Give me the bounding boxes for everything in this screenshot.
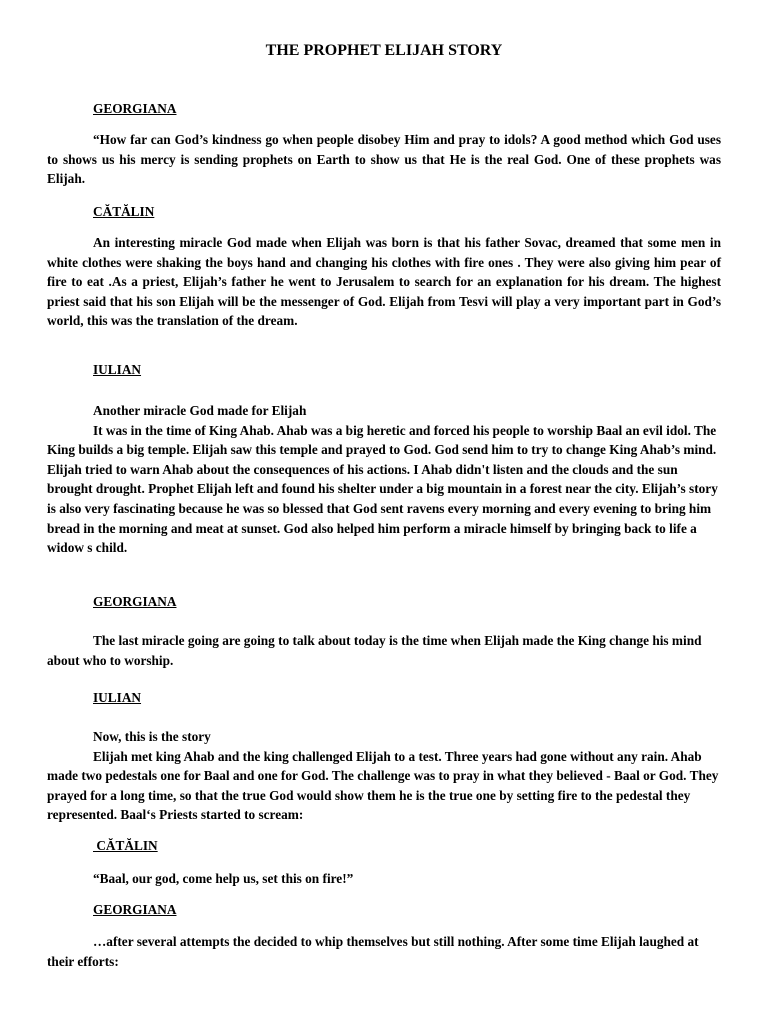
paragraph bbox=[47, 869, 721, 889]
paragraph bbox=[47, 130, 721, 189]
paragraph-text: Another miracle God made for Elijah bbox=[93, 403, 307, 418]
paragraph-text: The last miracle going are going to talk about today is the time when Elijah made the King change his mind about who to worship. bbox=[47, 633, 702, 668]
speaker-label: CĂTĂLIN bbox=[93, 204, 155, 219]
paragraph bbox=[47, 727, 721, 825]
paragraph-text: Now, this is the story bbox=[93, 729, 211, 744]
speaker-label: GEORGIANA bbox=[93, 902, 177, 917]
speaker-label: GEORGIANA bbox=[93, 101, 177, 116]
speaker-label: CĂTĂLIN bbox=[93, 838, 158, 853]
paragraph bbox=[47, 401, 721, 558]
paragraph bbox=[47, 932, 721, 971]
paragraph bbox=[47, 233, 721, 331]
paragraph-text: …after several attempts the decided to whip themselves but still nothing. After some time Elijah laughed at their efforts: bbox=[47, 934, 699, 969]
speaker-label: IULIAN bbox=[93, 362, 142, 377]
paragraph-text: “Baal, our god, come help us, set this on fire!” bbox=[93, 871, 354, 886]
paragraph-text: Elijah met king Ahab and the king challenged Elijah to a test. Three years had gone without any rain. Ahab made two pedestals one for Baal and one for God. The challenge was to pray in what they believed - Baal or God. They prayed for a long time, so that the true God would show them he is the true one by setting fire to the pedestal they represented. Baal‘s Priests started to scream: bbox=[47, 748, 719, 823]
paragraph-text: An interesting miracle God made when Elijah was born is that his father Sovac, dreamed that some men in white clothes were shaking the boys hand and changing his clothes with fire ones . They were also giving him pear of fire to eat .As a priest, Elijah’s father he went to Jerusalem to search for an explanation for his dream. The highest priest said that his son Elijah will be the messenger of God. Elijah from Tesvi will play a very important part in God’s world, this was the translation of the dream. bbox=[47, 235, 721, 329]
speaker-label: GEORGIANA bbox=[93, 594, 177, 609]
paragraph bbox=[47, 631, 721, 670]
paragraph-text: It was in the time of King Ahab. Ahab was a big heretic and forced his people to worship Baal an evil idol. The King builds a big temple. Elijah saw this temple and prayed to God. God send him to try to change King Ahab’s mind. Elijah tried to warn Ahab about the consequences of his actions. I Ahab didn't listen and the clouds and the sun brought drought. Prophet Elijah left and found his shelter under a big mountain in a forest near the city. Elijah’s story is also very fascinating because he was so blessed that God sent ravens every morning and every evening to bring him bread in the morning and meat at sunset. God also helped him perform a miracle himself by bringing back to life a widow s child. bbox=[47, 422, 718, 556]
speaker-label: IULIAN bbox=[93, 690, 142, 705]
document-title: THE PROPHET ELIJAH STORY bbox=[265, 42, 503, 59]
paragraph-text: “How far can God’s kindness go when people disobey Him and pray to idols? A good method which God uses to shows us his mercy is sending prophets on Earth to show us that He is the real God. One of these prophets was Elijah. bbox=[47, 132, 721, 187]
